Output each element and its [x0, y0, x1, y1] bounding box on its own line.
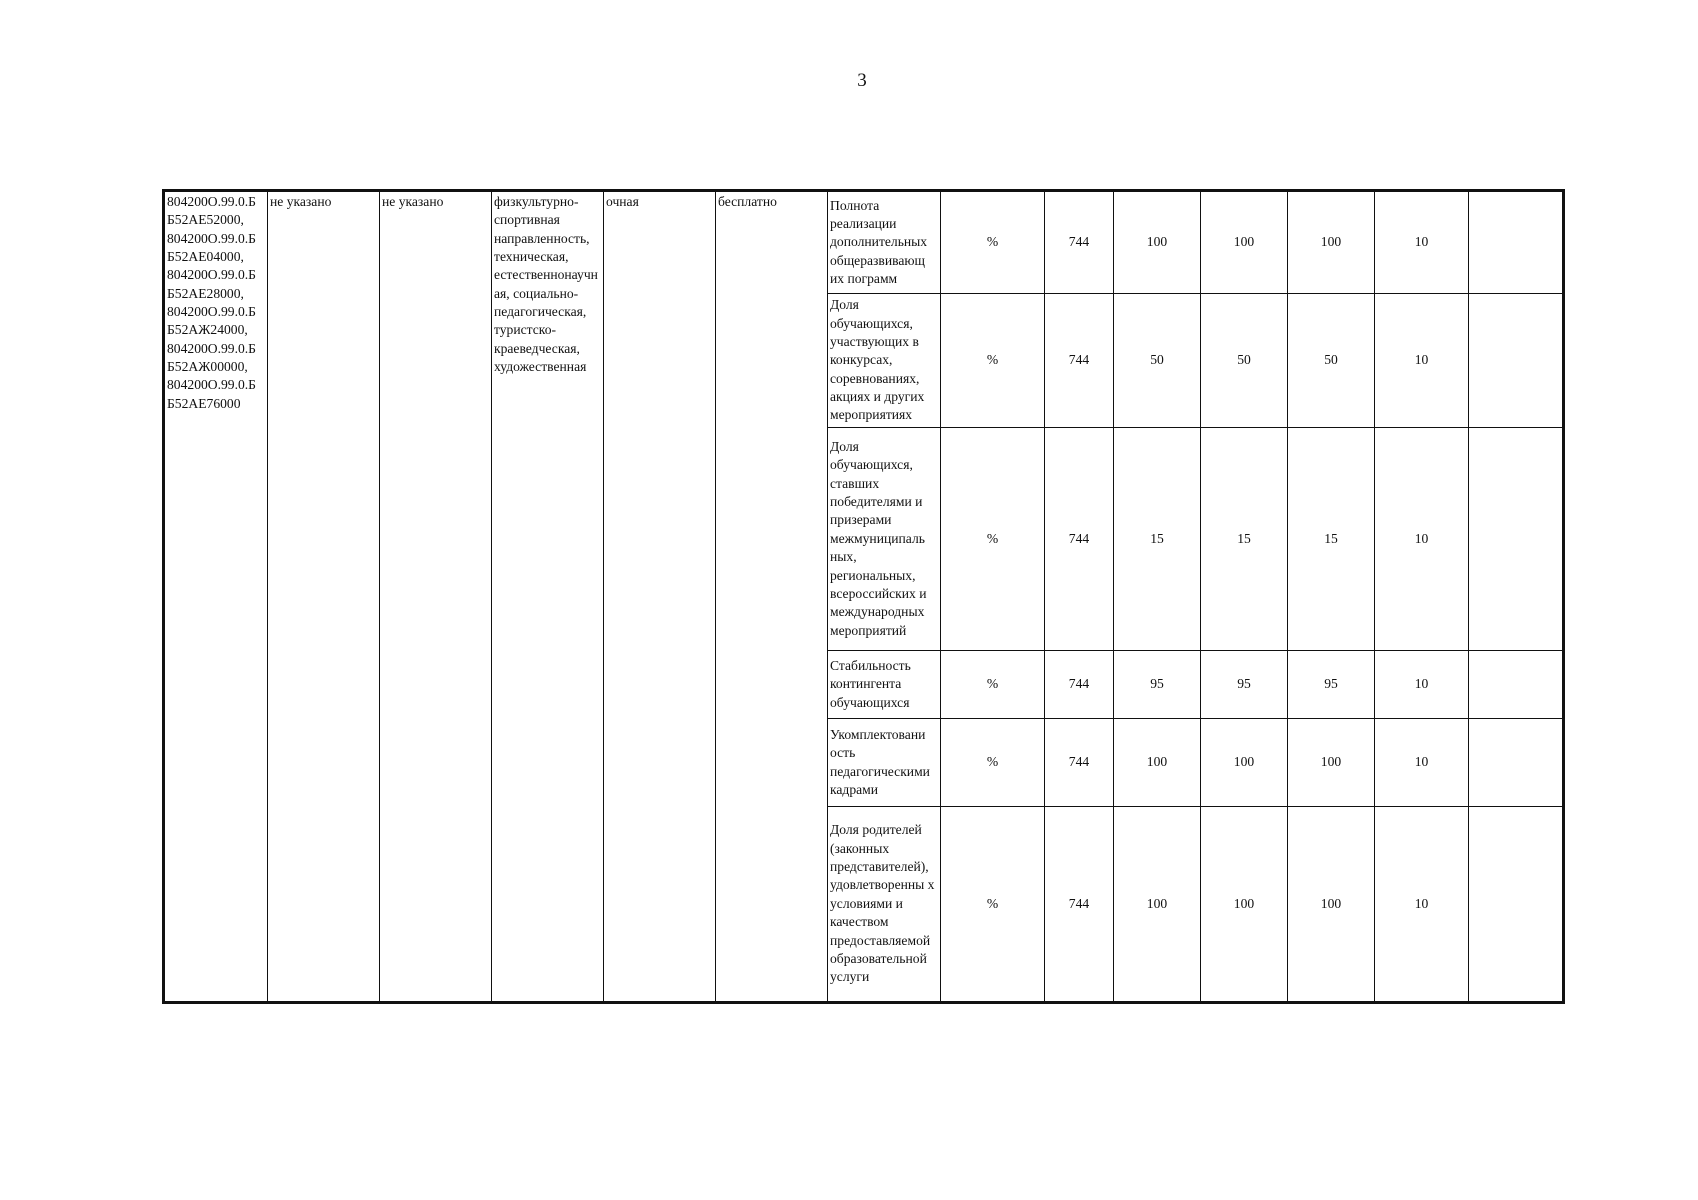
payment-cell: бесплатно: [716, 191, 828, 1003]
okei-code-cell: 744: [1045, 294, 1114, 428]
value-year-3-cell: 15: [1288, 428, 1375, 651]
unit-cell: %: [941, 294, 1045, 428]
service-code: 804200О.99.0.Б: [167, 340, 256, 356]
value-year-2-cell: 95: [1201, 651, 1288, 719]
service-code: Б52АЕ04000,: [167, 249, 244, 265]
form-cell: очная: [604, 191, 716, 1003]
service-code: Б52АЖ00000,: [167, 359, 248, 375]
content-2-cell: не указано: [380, 191, 492, 1003]
value-year-3-cell: 100: [1288, 191, 1375, 294]
deviation-cell: 10: [1375, 719, 1469, 807]
value-year-1-cell: 50: [1114, 294, 1201, 428]
service-code: 804200О.99.0.Б: [167, 377, 256, 393]
unit-cell: %: [941, 428, 1045, 651]
value-year-3-cell: 100: [1288, 807, 1375, 1003]
deviation-cell: 10: [1375, 428, 1469, 651]
value-year-1-cell: 15: [1114, 428, 1201, 651]
service-code: 804200О.99.0.Б: [167, 194, 256, 209]
extra-cell: [1469, 807, 1564, 1003]
unit-cell: %: [941, 719, 1045, 807]
deviation-cell: 10: [1375, 191, 1469, 294]
page-number: 3: [857, 70, 867, 91]
value-year-1-cell: 100: [1114, 807, 1201, 1003]
indicator-name: Доля обучающихся, ставших победителями и призерами межмуниципаль ных, региональных, всероссийских и международных мероприятий: [828, 428, 941, 651]
service-code: Б52АЕ76000: [167, 395, 241, 411]
value-year-2-cell: 100: [1201, 191, 1288, 294]
okei-code-cell: 744: [1045, 719, 1114, 807]
service-code: 804200О.99.0.Б: [167, 304, 256, 320]
value-year-2-cell: 15: [1201, 428, 1288, 651]
indicator-name: Укомплектовани ость педагогическими кадрами: [828, 719, 941, 807]
value-year-3-cell: 50: [1288, 294, 1375, 428]
service-code: 804200О.99.0.Б: [167, 230, 256, 246]
service-code: 804200О.99.0.Б: [167, 267, 256, 283]
okei-code-cell: 744: [1045, 428, 1114, 651]
extra-cell: [1469, 294, 1564, 428]
value-year-1-cell: 100: [1114, 191, 1201, 294]
value-year-3-cell: 100: [1288, 719, 1375, 807]
service-code-cell: [164, 191, 268, 1003]
value-year-1-cell: 95: [1114, 651, 1201, 719]
indicator-name: Стабильность контингента обучающихся: [828, 651, 941, 719]
direction-cell: физкультурно-спортивная направленность, техническая, естественнонаучная, социально-педагогическая, туристско-краеведческая, художественная: [492, 191, 604, 1003]
extra-cell: [1469, 191, 1564, 294]
service-code: Б52АЕ52000,: [167, 212, 244, 228]
unit-cell: %: [941, 191, 1045, 294]
value-year-2-cell: 50: [1201, 294, 1288, 428]
extra-cell: [1469, 651, 1564, 719]
extra-cell: [1469, 719, 1564, 807]
indicator-name: Полнота реализации дополнительных общеразвивающ их пограмм: [828, 191, 941, 294]
value-year-3-cell: 95: [1288, 651, 1375, 719]
unit-cell: %: [941, 807, 1045, 1003]
service-code: Б52АЖ24000,: [167, 322, 248, 338]
quality-indicators-table: [162, 189, 1565, 1004]
value-year-2-cell: 100: [1201, 719, 1288, 807]
okei-code-cell: 744: [1045, 191, 1114, 294]
deviation-cell: 10: [1375, 807, 1469, 1003]
value-year-1-cell: 100: [1114, 719, 1201, 807]
table-row: [164, 191, 1564, 294]
unit-cell: %: [941, 651, 1045, 719]
extra-cell: [1469, 428, 1564, 651]
deviation-cell: 10: [1375, 294, 1469, 428]
content-1-cell: не указано: [268, 191, 380, 1003]
okei-code-cell: 744: [1045, 651, 1114, 719]
value-year-2-cell: 100: [1201, 807, 1288, 1003]
indicator-name: Доля родителей (законных представителей), удовлетворенны х условиями и качеством предоставляемой образовательной услуги: [828, 807, 941, 1003]
deviation-cell: 10: [1375, 651, 1469, 719]
indicator-name: Доля обучающихся, участвующих в конкурсах, соревнованиях, акциях и других мероприятиях: [828, 294, 941, 428]
service-code: Б52АЕ28000,: [167, 285, 244, 301]
okei-code-cell: 744: [1045, 807, 1114, 1003]
